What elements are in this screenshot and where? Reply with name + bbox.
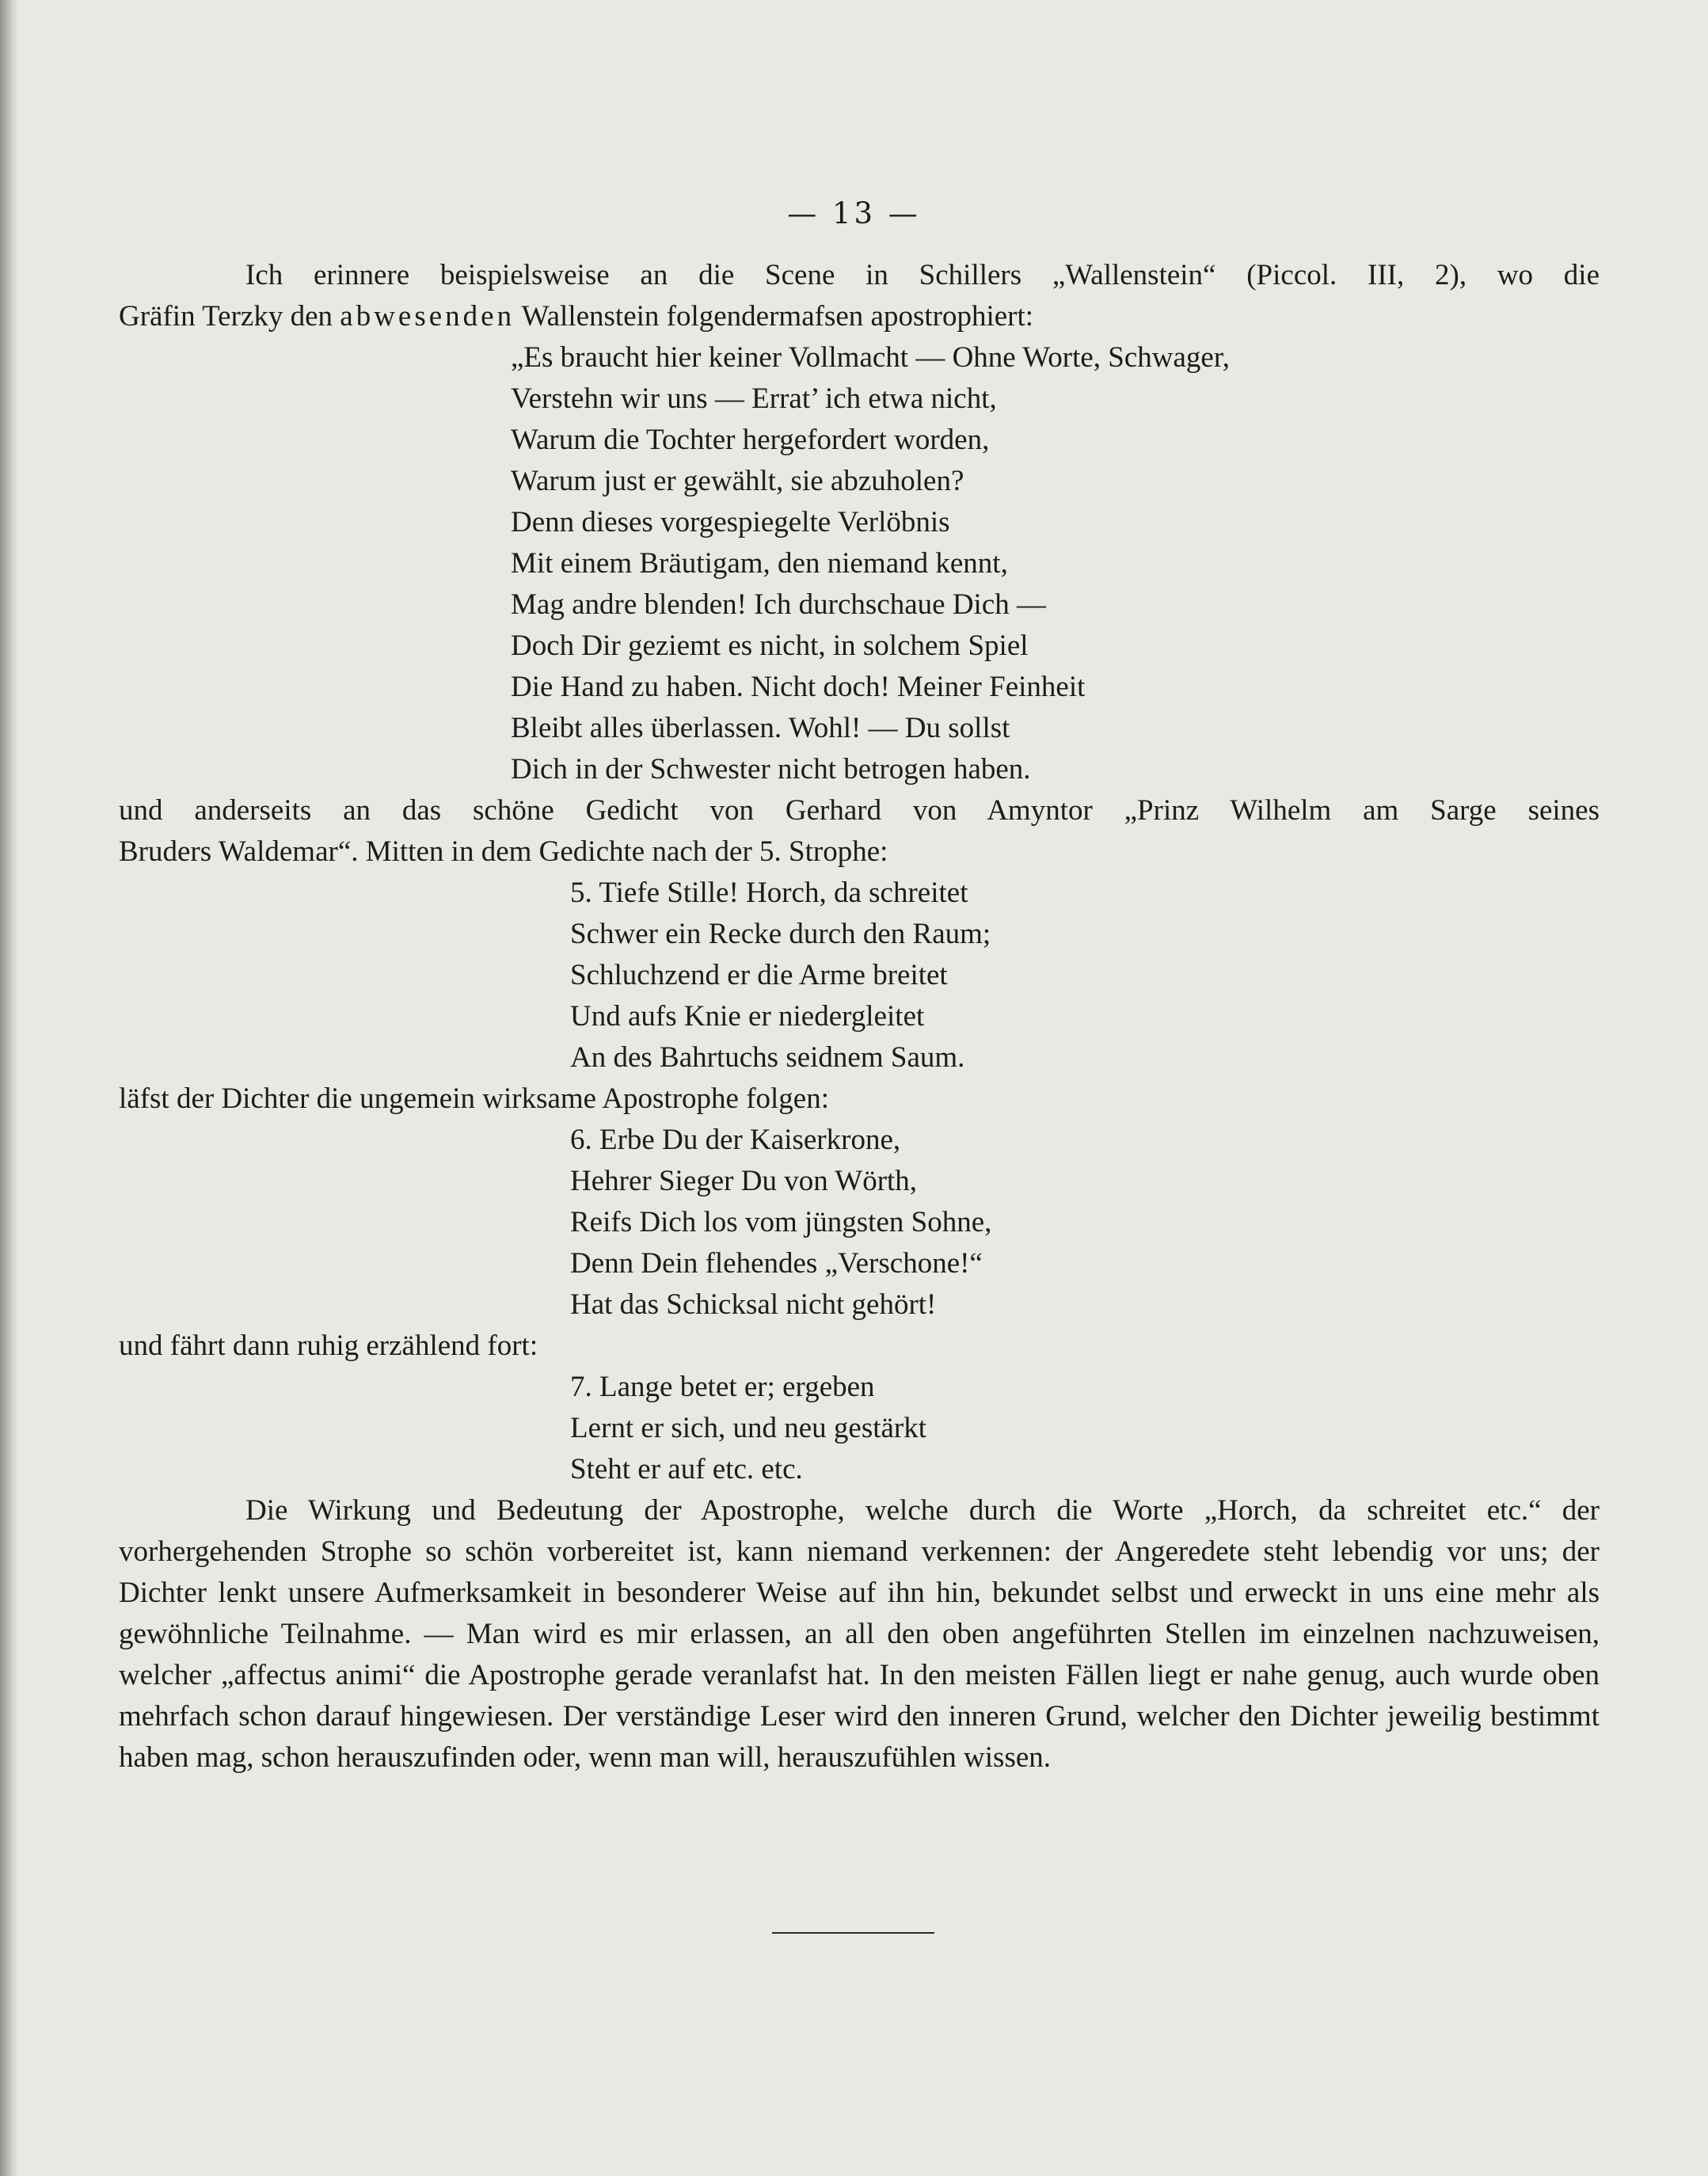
transition-line-2: und fährt dann ruhig erzählend fort:: [119, 1330, 538, 1362]
intro-line-1: Ich erinnere beispielsweise an die Scene in Schillers „Wallenstein“ (Piccol. III, 2), wo die: [245, 259, 1600, 291]
intro-line-2-b: Wallenstein folgendermafsen apostrophiert:: [515, 300, 1034, 333]
verse-line: 5. Tiefe Stille! Horch, da schreitet: [570, 877, 968, 909]
verse-line: „Es braucht hier keiner Vollmacht — Ohne Worte, Schwager,: [511, 341, 1230, 374]
verse-line: 6. Erbe Du der Kaiserkrone,: [570, 1124, 901, 1156]
verse-line: Hat das Schicksal nicht gehört!: [570, 1288, 937, 1321]
verse-line: Mit einem Bräutigam, den niemand kennt,: [511, 547, 1008, 580]
verse-line: Verstehn wir uns — Errat’ ich etwa nicht,: [511, 382, 997, 415]
stanza-6: [119, 1120, 1600, 1326]
verse-line: Reifs Dich los vom jüngsten Sohne,: [570, 1206, 992, 1238]
verse-line: Schluchzend er die Arme breitet: [570, 959, 948, 991]
verse-line: Dich in der Schwester nicht betrogen haben.: [511, 753, 1031, 786]
verse-line: Steht er auf etc. etc.: [570, 1453, 803, 1486]
amyntor-intro-line-2: Bruders Waldemar“. Mitten in dem Gedichte nach der 5. Strophe:: [119, 835, 888, 868]
verse-line: Denn Dein flehendes „Verschone!“: [570, 1247, 983, 1280]
verse-line: Schwer ein Recke durch den Raum;: [570, 918, 991, 950]
verse-line: 7. Lange betet er; ergeben: [570, 1371, 875, 1403]
verse-line: Warum die Tochter hergefordert worden,: [511, 424, 990, 456]
verse-line: Mag andre blenden! Ich durchschaue Dich —: [511, 588, 1047, 621]
verse-line: Doch Dir geziemt es nicht, in solchem Spiel: [511, 630, 1029, 662]
schiller-quotation: [119, 337, 1600, 790]
intro-line-2-a: Gräfin Terzky den: [119, 300, 340, 333]
verse-line: Die Hand zu haben. Nicht doch! Meiner Feinheit: [511, 671, 1086, 703]
spaced-word-abwesenden: abwesenden: [340, 300, 515, 333]
verse-line: An des Bahrtuchs seidnem Saum.: [570, 1041, 965, 1074]
verse-line: Bleibt alles überlassen. Wohl! — Du sollst: [511, 712, 1010, 744]
body-text: [119, 255, 1600, 1778]
amyntor-intro-line-1: und anderseits an das schöne Gedicht von Gerhard von Amyntor „Prinz Wilhelm am Sarge seines: [119, 794, 1600, 827]
verse-line: Und aufs Knie er niedergleitet: [570, 1000, 925, 1033]
intro-line-2: [119, 296, 1600, 337]
verse-line: Hehrer Sieger Du von Wörth,: [570, 1165, 918, 1197]
page-gutter-shadow: [0, 0, 19, 2176]
transition-line-1: läfst der Dichter die ungemein wirksame Apostrophe folgen:: [119, 1082, 829, 1115]
section-end-rule: [772, 1932, 934, 1934]
page-number: — 13 —: [787, 196, 921, 230]
closing-paragraph: Die Wirkung und Bedeutung der Apostrophe, welche durch die Worte „Horch, da schreitet etc.“ der vorhergehenden Strophe so schön vorbereitet ist, kann niemand verkennen: der Angeredete steht lebendig vor uns; der Dichter lenkt unsere Aufmerksamkeit in besonderer Weise auf ihn hin, bekundet selbst und erweckt in uns eine mehr als gewöhnliche Teilnahme. — Man wird es mir erlassen, an all den oben angeführten Stellen im einzelnen nachzuweisen, welcher „affectus animi“ die Apostrophe gerade veranlafst hat. In den meisten Fällen liegt er nahe genug, auch wurde oben mehrfach schon darauf hingewiesen. Der verständige Leser wird den inneren Grund, welcher den Dichter jeweilig bestimmt haben mag, schon herauszufinden oder, wenn man will, herauszufühlen wissen.: [119, 1494, 1600, 1774]
verse-line: Denn dieses vorgespiegelte Verlöbnis: [511, 506, 950, 538]
verse-line: Warum just er gewählt, sie abzuholen?: [511, 465, 964, 497]
verse-line: Lernt er sich, und neu gestärkt: [570, 1412, 927, 1444]
stanza-7: [119, 1367, 1600, 1490]
stanza-5: [119, 873, 1600, 1078]
